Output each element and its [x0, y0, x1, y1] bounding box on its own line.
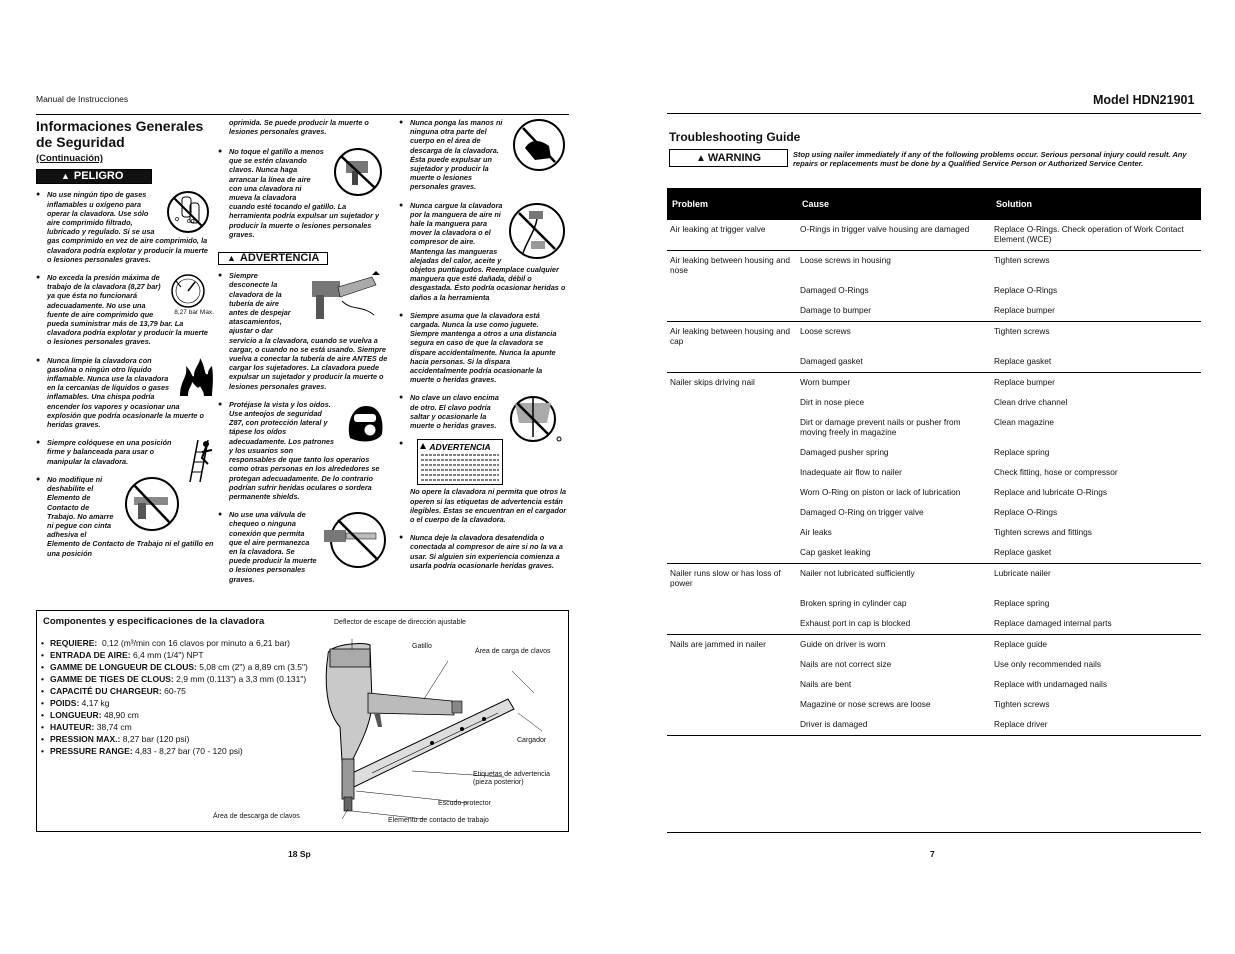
warning-text: Stop using nailer immediately if any of the following problems occur. Serious personal injury could result. Any repairs or replacements must be done by a Qualified Service Person or Authorized Service Center. — [793, 150, 1187, 168]
solution-cell: Replace gasket — [991, 543, 1201, 564]
spec-item: • LONGUEUR: 48,90 cm — [41, 709, 311, 721]
cause-cell: Broken spring in cylinder cap — [800, 598, 907, 608]
table-row — [667, 594, 1201, 614]
safety-item: ● Nunca limpie la clavadora con gasolina o ningún otro líquido inflamable. Nunca use la clavadora en la cercanías de líquidos o gases inflamables. Una chispa podría encender los vapores y ocasionar una explosión que podría ocasionarle la muerte o heridas graves. — [36, 356, 214, 430]
table-body — [667, 220, 1201, 736]
table-row — [667, 281, 1201, 301]
peligro-badge: ▲ PELIGRO — [36, 169, 152, 184]
no-taped-trigger-icon — [120, 475, 180, 533]
cause-cell: Driver is damaged — [797, 715, 991, 736]
footer-rule-right — [667, 832, 1201, 833]
cause-cell: Exhaust port in cap is blocked — [797, 614, 991, 635]
solution-cell: Tighten screws — [994, 699, 1050, 709]
problem-cell — [667, 523, 797, 543]
callout-cargador: Cargador — [517, 737, 547, 744]
table-row — [667, 503, 1201, 523]
problem-cell — [667, 614, 797, 635]
no-hose-carry-icon — [507, 201, 567, 261]
safety-item: ● ADVERTENCIA No opere la clavadora ni permita que otros la operen si las etiquetas de advertencia están ilegibles. Éstas se encuentran en el cargador o el cuerpo de la clavadora. — [399, 439, 567, 524]
solution-cell: Replace driver — [991, 715, 1201, 736]
no-hands-icon — [511, 118, 567, 172]
column-header: Problem — [667, 188, 797, 220]
manual-header: Manual de Instrucciones — [36, 94, 129, 104]
safety-item: ● Siempre asuma que la clavadora está cargada. Nunca la use como juguete. Siempre mantenga a otros a una distancia segura en caso de que la clavadora se dispare accidentalmente. Nunca la apunte hacia personas. Si la dispara accidentalmente podría ocasionarle la muerte o heridas graves. — [399, 311, 567, 385]
nailer-diagram — [312, 631, 562, 827]
spec-item: • GAMME DE LONGUEUR DE CLOUS: 5,08 cm (2") a 8,89 cm (3.5") — [41, 661, 311, 673]
problem-cell — [667, 413, 797, 443]
safety-column-3 — [399, 118, 567, 579]
problem-cell — [667, 715, 797, 736]
solution-cell: Replace bumper — [991, 301, 1201, 322]
cause-cell: Loose screws — [800, 326, 851, 336]
cause-cell: Nailer not lubricated sufficiently — [800, 568, 915, 578]
table-row — [667, 564, 1201, 595]
cause-cell: Guide on driver is worn — [800, 639, 886, 649]
cause-cell: Damaged O-Rings — [800, 285, 869, 295]
header-rule-right — [667, 113, 1201, 114]
table-row — [667, 443, 1201, 463]
solution-cell: Check fitting, hose or compressor — [994, 467, 1118, 477]
spec-item: • PRESSION MAX.: 8,27 bar (120 psi) — [41, 733, 311, 745]
problem-cell: Nailer runs slow or has loss of power — [670, 568, 781, 588]
warning-label-icon — [417, 439, 503, 485]
cause-cell: Nails are not correct size — [800, 659, 892, 669]
cause-cell: Dirt in nose piece — [800, 397, 865, 407]
solution-cell: Replace O-Rings. Check operation of Work Contact Element (WCE) — [991, 220, 1201, 251]
table-row — [667, 393, 1201, 413]
spec-item: • HAUTEUR: 38,74 cm — [41, 721, 311, 733]
solution-cell: Replace spring — [994, 598, 1050, 608]
table-header-row — [667, 188, 1201, 220]
problem-cell: Nails are jammed in nailer — [670, 639, 766, 649]
disconnect-air-icon — [302, 271, 388, 329]
warning-triangle-icon: ▲ — [227, 253, 236, 264]
cause-cell: Magazine or nose screws are loose — [800, 699, 931, 709]
table-row — [667, 301, 1201, 322]
solution-cell: Use only recommended nails — [994, 659, 1101, 669]
safety-item: oprimida. Se puede producir la muerte o lesiones personales graves. — [229, 118, 369, 137]
safety-item: ● Siempre desconecte la clavadora de la tubería de aire antes de despejar atascamientos, ajustar o dar servicio a la clavadora, cuando se vuelva a cargar, o cuando no se está usando. Siempre vuelva a conectar la tubería de aire ANTES de cargar los sujetadores. La clavadora puede expulsar un sujetador y producir la muerte o lesiones personales graves. — [218, 271, 388, 391]
problem-cell — [667, 443, 797, 463]
header-rule — [36, 114, 569, 115]
solution-cell: Replace damaged internal parts — [991, 614, 1201, 635]
problem-cell — [667, 463, 797, 483]
problem-cell: Air leaking between housing and nose — [670, 255, 790, 275]
table-row — [667, 675, 1201, 695]
problem-cell — [667, 695, 797, 715]
safety-item: ● Nunca cargue la clavadora por la manguera de aire ni hale la manguera para mover la clavadora o el compresor de aire. Mantenga las mangueras alejadas del calor, aceite y objetos puntiagudos. Reemplace cualquier manguera que esté dañada, débil o desgastada. Ésto podría ocasionar heridas o daños a la herramienta — [399, 201, 567, 302]
problem-cell — [667, 655, 797, 675]
problem-cell: Air leaking at trigger valve — [667, 220, 797, 251]
specs-title: Componentes y especificaciones de la clavadora — [43, 616, 265, 627]
cause-cell: Cap gasket leaking — [797, 543, 991, 564]
problem-cell — [667, 543, 797, 564]
safety-item: ● 8,27 bar Max. No exceda la presión máxima de trabajo de la clavadora (8,27 bar) ya que ésta no funcionará adecuadamente. No use una fuente de aire comprimido que pueda suministrar más de 13,79 bar. La clavadora podría explotar y producir la muerte o lesiones personales graves. — [36, 273, 214, 347]
safety-item: ● No toque el gatillo a menos que se estén clavando clavos. Nunca haga arrancar la línea de aire con una clavadora ni mueva la clavadora cuando esté tocando el gatillo. La herramienta podría expulsar un sujetador y producir la muerte o lesiones personales graves. — [218, 147, 388, 239]
cause-cell: Worn bumper — [800, 377, 851, 387]
gauge-label: ● 8,27 bar Max. — [174, 309, 214, 317]
callout-carga: Área de carga de clavos — [475, 648, 551, 655]
spec-item: • GAMME DE TIGES DE CLOUS: 2,9 mm (0.113") a 3,3 mm (0.131") — [41, 673, 311, 685]
table-row — [667, 715, 1201, 736]
no-nail-on-nail-icon — [507, 393, 567, 445]
callout-descarga: Área de descarga de clavos — [213, 813, 300, 820]
solution-cell: Tighten screws — [994, 255, 1050, 265]
callout-gatillo: Gatillo — [412, 643, 432, 650]
table-row — [667, 373, 1201, 394]
problem-cell — [667, 483, 797, 503]
no-trigger-icon — [328, 147, 388, 197]
problem-cell: Air leaking between housing and cap — [670, 326, 790, 346]
spec-item: • PRESSURE RANGE: 4,83 - 8,27 bar (70 - 120 psi) — [41, 745, 311, 757]
safety-item: ● No use una válvula de chequeo o ninguna conexión que permita que el aire permanezca en la clavadora. Se puede producir la muerte o lesiones personales graves. — [218, 510, 388, 584]
problem-cell — [667, 393, 797, 413]
solution-cell: Replace guide — [994, 639, 1048, 649]
table-row — [667, 463, 1201, 483]
safety-item: ● No clave un clavo encima de otro. El clavo podría saltar y ocasionarle la muerte o heridas graves. — [399, 393, 567, 430]
cause-cell: Damaged O-Ring on trigger valve — [800, 507, 924, 517]
troubleshooting-title: Troubleshooting Guide — [669, 130, 801, 144]
page-number-left: 18 Sp — [288, 849, 311, 859]
safety-item: ● Nunca ponga las manos ni ninguna otra parte del cuerpo en el área de descarga de la clavadora. Ésta puede expulsar un sujetador y producir la muerte o lesiones personales graves. — [399, 118, 567, 192]
cause-cell: Nails are bent — [800, 679, 852, 689]
problem-cell — [667, 675, 797, 695]
problem-cell — [667, 503, 797, 523]
callout-elemento: Elemento de contacto de trabajo — [388, 817, 489, 824]
table-row — [667, 523, 1201, 543]
table-row — [667, 483, 1201, 503]
solution-cell: Clean magazine — [994, 417, 1054, 427]
table-row — [667, 220, 1201, 251]
advertencia-badge: ▲ ADVERTENCIA — [218, 252, 328, 265]
eye-ear-protection-icon — [340, 400, 388, 448]
advertencia-label: ● ADVERTENCIA — [429, 442, 491, 453]
column-header: Solution — [991, 188, 1201, 220]
no-gas-icon — [162, 190, 214, 234]
safety-column-1 — [36, 118, 214, 567]
safety-item: ● O CO No use ningún tipo de gases inflamables u oxígeno para operar la clavadora. Use sólo aire comprimido filtrado, lubricado y regulado. Si se usa gas comprimido en vez de aire comprimido, la clavadora podría explotar y producir la muerte o lesiones personales graves. — [36, 190, 214, 264]
solution-cell: Replace O-Rings — [994, 507, 1058, 517]
section-subtitle: (Continuación) — [36, 153, 104, 164]
table-row — [667, 352, 1201, 373]
column-header: Cause — [797, 188, 991, 220]
solution-cell: Lubricate nailer — [994, 568, 1051, 578]
callout-escudo: Escudo protector — [438, 800, 491, 807]
warning-badge: ▲ WARNING — [669, 149, 788, 167]
solution-cell: Replace O-Rings — [994, 285, 1058, 295]
cause-cell: Loose screws in housing — [800, 255, 891, 265]
troubleshooting-table — [667, 188, 1201, 736]
spec-item: • ENTRADA DE AIRE: 6,4 mm (1/4") NPT — [41, 649, 311, 661]
specs-list — [41, 637, 311, 757]
safety-item: ● Siempre colóquese en una posición firme y balanceada para usar o manipular la clavadora. — [36, 438, 214, 466]
spec-item: • CAPACITÉ DU CHARGEUR: 60-75 — [41, 685, 311, 697]
callout-etiquetas: Etiquetas de advertencia (pieza posterior) — [473, 771, 551, 786]
flame-icon — [178, 356, 214, 396]
callout-deflector: Deflector de escape de dirección ajustable — [334, 619, 466, 626]
table-row — [667, 695, 1201, 715]
page-number-right: 7 — [930, 849, 935, 859]
cause-cell: Dirt or damage prevent nails or pusher from moving freely in magazine — [800, 417, 961, 437]
problem-cell: Nailer skips driving nail — [670, 377, 755, 387]
safety-item: ● Protéjase la vista y los oídos. Use anteojos de seguridad Z87, con protección lateral y tápese los oídos adecuadamente. Los patrones y los usuarios son responsables de que tanto los operarios como otras personas en los alrededores se protegan adecuadamente. De lo contrario podrían sufrir heridas oculares o sordera permanente shields. — [218, 400, 388, 501]
cause-cell: Damaged gasket — [797, 352, 991, 373]
solution-cell: Tighten screws — [994, 326, 1050, 336]
table-row — [667, 251, 1201, 282]
table-row — [667, 635, 1201, 656]
table-row — [667, 543, 1201, 564]
solution-cell: Replace spring — [994, 447, 1050, 457]
specifications-box — [36, 610, 569, 832]
svg-text:CO: CO — [187, 219, 195, 226]
pressure-gauge-icon — [168, 273, 214, 316]
svg-text:O: ● O — [175, 217, 179, 224]
solution-cell: Replace and lubricate O-Rings — [994, 487, 1107, 497]
warning-triangle-icon: ▲ — [61, 171, 70, 182]
solution-cell: Tighten screws and fittings — [994, 527, 1092, 537]
table-row — [667, 413, 1201, 443]
problem-cell — [667, 301, 797, 322]
cause-cell: Damage to bumper — [797, 301, 991, 322]
spec-item: • REQUIERE: 0,12 (m³/min con 16 clavos por minuto a 6,21 bar) — [41, 637, 311, 649]
cause-cell: Worn O-Ring on piston or lack of lubrication — [800, 487, 961, 497]
table-row — [667, 322, 1201, 353]
solution-cell: Replace bumper — [994, 377, 1055, 387]
table-row — [667, 655, 1201, 675]
solution-cell: Replace gasket — [991, 352, 1201, 373]
spec-item: • POIDS: 4,17 kg — [41, 697, 311, 709]
cause-cell: Inadequate air flow to nailer — [800, 467, 902, 477]
model-number: Model HDN21901 — [1093, 93, 1195, 107]
solution-cell: Clean drive channel — [994, 397, 1068, 407]
table-row — [667, 614, 1201, 635]
solution-cell: Replace with undamaged nails — [994, 679, 1108, 689]
section-title: Informaciones Generales de Seguridad — [36, 118, 204, 150]
safety-column-2 — [218, 118, 388, 593]
cause-cell: O-Rings in trigger valve housing are damaged — [797, 220, 991, 251]
problem-cell — [667, 352, 797, 373]
cause-cell: Air leaks — [800, 527, 832, 537]
safety-item: ● Nunca deje la clavadora desatendida o conectada al compresor de aire si no la va a usar. Si alguien sin experiencia comienza a usarla podría ocasionarle heridas graves. — [399, 533, 567, 570]
no-check-valve-icon — [322, 510, 388, 570]
problem-cell — [667, 594, 797, 614]
cause-cell: Damaged pusher spring — [800, 447, 889, 457]
problem-cell — [667, 281, 797, 301]
safety-item: ● No modifique ni deshabilite el Elemento de Contacto de Trabajo. No amarre ni pegue con cinta adhesiva el Elemento de Contacto de Trabajo ni el gatillo en una posición — [36, 475, 214, 558]
warning-triangle-icon: ▲ — [695, 152, 706, 164]
